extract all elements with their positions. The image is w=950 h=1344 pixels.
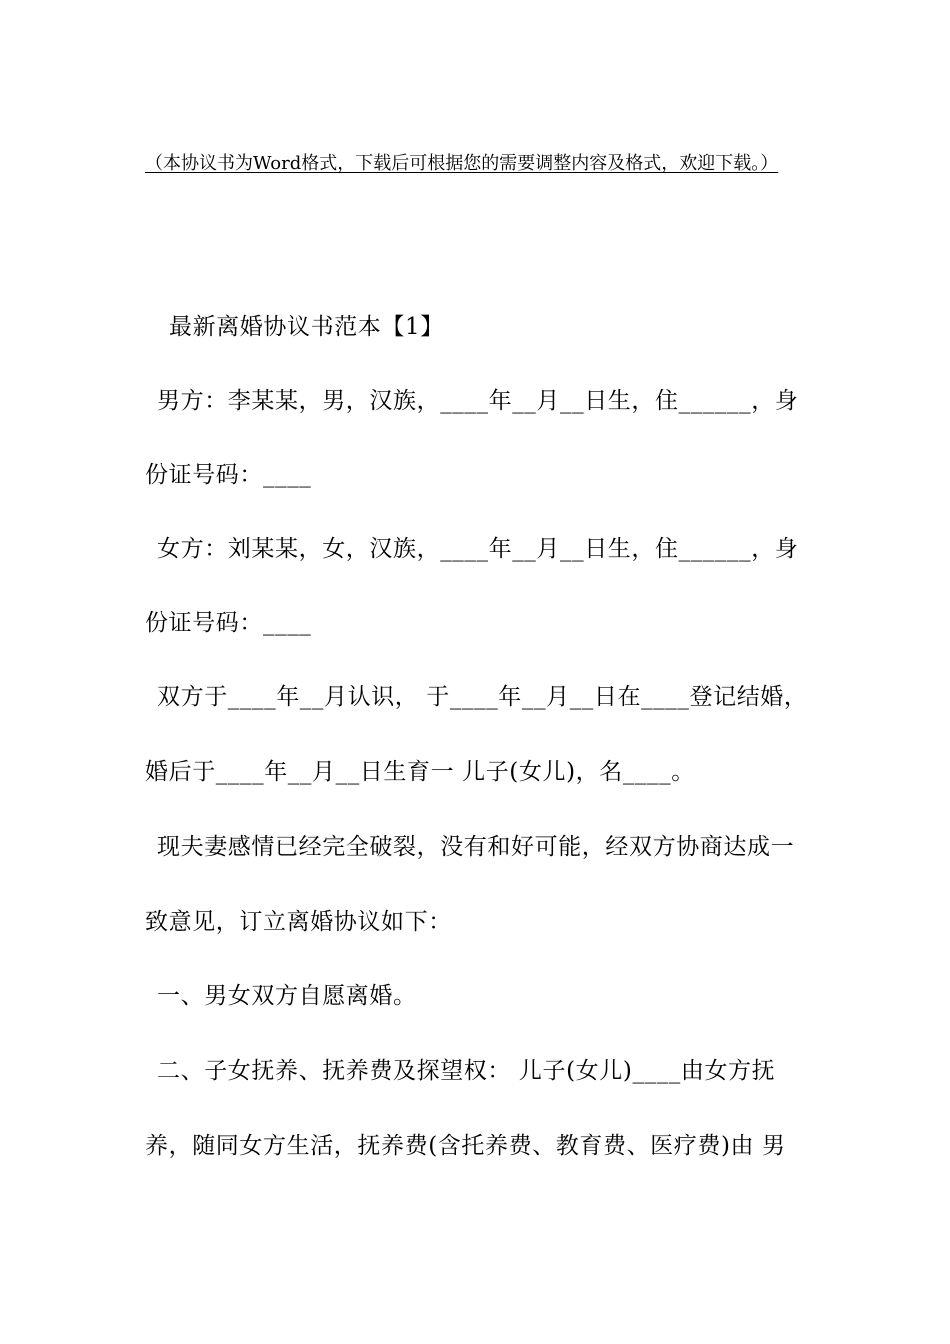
paragraph-line: 婚后于____年__月__日生育一 儿子(女儿)，名____。	[145, 759, 695, 785]
paragraph-line: 双方于____年__月认识， 于____年__月__日在____登记结婚，	[157, 684, 808, 710]
paragraph-line: 份证号码：____	[145, 462, 312, 488]
paragraph-line: 女方：刘某某，女，汉族，____年__月__日生，住______，身	[157, 536, 799, 562]
paragraph-line: 二、子女抚养、抚养费及探望权： 儿子(女儿)____由女方抚	[157, 1058, 776, 1084]
paragraph-line: 一、男女双方自愿离婚。	[157, 983, 417, 1009]
format-notice: （本协议书为Word格式，下载后可根据您的需要调整内容及格式，欢迎下载。）	[145, 153, 779, 174]
paragraph-line: 份证号码：____	[145, 610, 312, 636]
document-title: 最新离婚协议书范本【1】	[169, 314, 444, 340]
paragraph-line: 养，随同女方生活，抚养费(含托养费、教育费、医疗费)由 男	[145, 1133, 786, 1159]
paragraph-line: 致意见，订立离婚协议如下：	[145, 909, 452, 935]
paragraph-line: 现夫妻感情已经完全破裂，没有和好可能，经双方协商达成一	[157, 834, 795, 860]
paragraph-line: 男方：李某某，男，汉族，____年__月__日生，住______，身	[157, 388, 799, 414]
